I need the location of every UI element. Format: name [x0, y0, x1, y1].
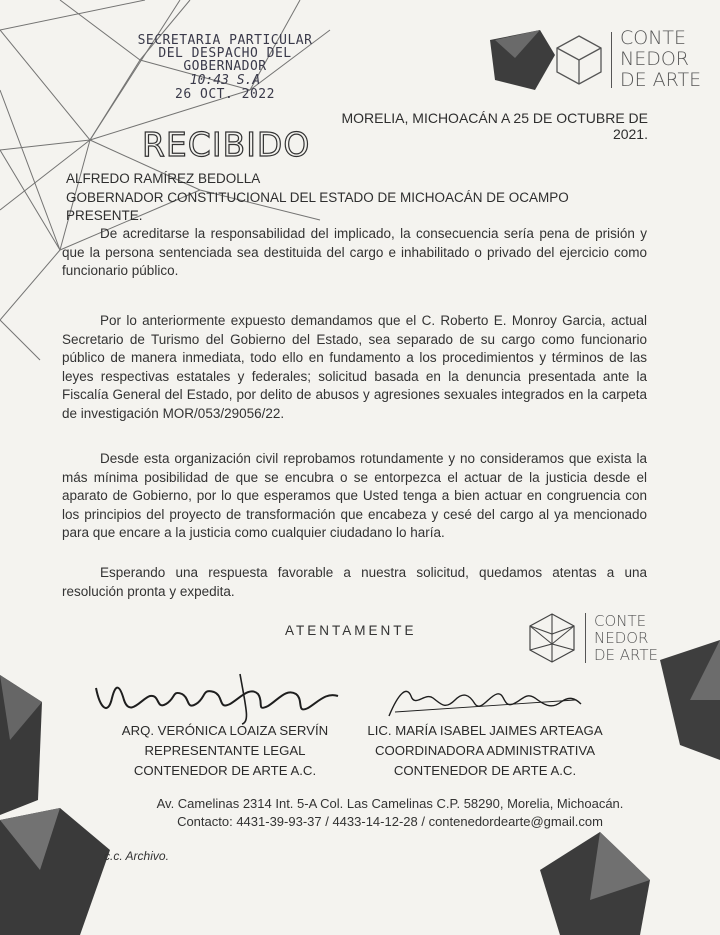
signer-role: COORDINADORA ADMINISTRATIVA — [374, 743, 596, 758]
signature-veronica — [90, 668, 350, 728]
signature-block-right — [360, 721, 610, 781]
signer-organization: CONTENEDOR DE ARTE A.C. — [393, 763, 577, 778]
received-stamp — [120, 34, 330, 101]
stamp-office-line: DEL DESPACHO DEL — [158, 46, 292, 61]
signature-block-left — [95, 721, 355, 781]
signer-name: ARQ. VERÓNICA LOAIZA SERVÍN — [121, 723, 329, 738]
signer-role: REPRESENTANTE LEGAL — [144, 743, 306, 758]
logo-text-line: CONTE — [620, 27, 687, 49]
signer-organization: CONTENEDOR DE ARTE A.C. — [133, 763, 317, 778]
body-paragraph: De acreditarse la responsabilidad del implicado, la consecuencia sería pena de prisión y que la persona sentenciada sea destituida del cargo e inhabilitado o privado del ejercicio como funcionario público. — [62, 226, 647, 278]
stamp-date: 26 OCT. 2022 — [175, 87, 275, 102]
addressee-title: GOBERNADOR CONSTITUCIONAL DEL ESTADO DE MICHOACÁN DE OCAMPO — [66, 189, 569, 205]
logo-text-line: CONTE — [594, 611, 647, 630]
carbon-copy-note: c.c. Archivo. — [104, 849, 169, 863]
logo-text-line: NEDOR — [620, 48, 690, 70]
body-paragraph: Esperando una respuesta favorable a nuestra solicitud, quedamos atentas a una resolución pronta y expedita. — [62, 565, 647, 599]
addressee-name: ALFREDO RAMÍREZ BEDOLLA — [66, 171, 261, 186]
signer-name: LIC. MARÍA ISABEL JAIMES ARTEAGA — [367, 723, 603, 738]
footer-address: Av. Camelinas 2314 Int. 5-A Col. Las Camelinas C.P. 58290, Morelia, Michoacán. — [156, 796, 624, 811]
stamp-office-line: SECRETARIA PARTICULAR — [137, 33, 313, 48]
signature-isabel — [385, 682, 585, 722]
received-stamp-label: RECIBIDO — [142, 125, 311, 164]
place-and-date: MORELIA, MICHOACÁN A 25 DE OCTUBRE DE 2021. — [341, 110, 648, 142]
stamp-office-line: GOBERNADOR — [183, 59, 267, 74]
body-paragraph: Por lo anteriormente expuesto demandamos que el C. Roberto E. Monroy Garcia, actual Secretario de Turismo del Gobierno del Estado, sea separado de su cargo como funcionario público de manera inmediata, todo ello en fundamento a los procedimientos y términos de las leyes respectivas estatales y federales; solicitud basada en la denuncia presentada ante la Fiscalía General del Estado, por delito de abusos y agresiones sexuales integrados en la carpeta de investigación MOR/053/29056/22. — [62, 313, 647, 421]
polyhedron-logo-icon — [527, 612, 577, 664]
organization-logo — [527, 612, 658, 664]
logo-text-line: DE ARTE — [594, 645, 659, 664]
stamp-time: 10:43 S.A — [189, 73, 261, 88]
body-paragraph: Desde esta organización civil reprobamos rotundamente y no consideramos que exista la más mínima posibilidad de que se encubra o se entorpezca el actuar de la justicia desde el aparato de Gobierno, por lo que esperamos que Usted tenga a bien actuar en congruencia con los principios del proyecto de transformación que encabeza y cesé del cargo al ya mencionado para que encare a la justicia como cualquier ciudadano lo haría. — [62, 451, 647, 540]
cube-logo-icon — [555, 34, 603, 86]
footer-contact: Contacto: 4431-39-93-37 / 4433-14-12-28 / contenedordearte@gmail.com — [177, 814, 603, 829]
addressee-salutation: PRESENTE. — [66, 208, 143, 223]
logo-text-line: DE ARTE — [620, 69, 702, 91]
logo-text-line: NEDOR — [594, 628, 649, 647]
closing-word: ATENTAMENTE — [285, 623, 417, 638]
organization-logo — [555, 28, 701, 91]
addressee-block — [66, 170, 569, 226]
